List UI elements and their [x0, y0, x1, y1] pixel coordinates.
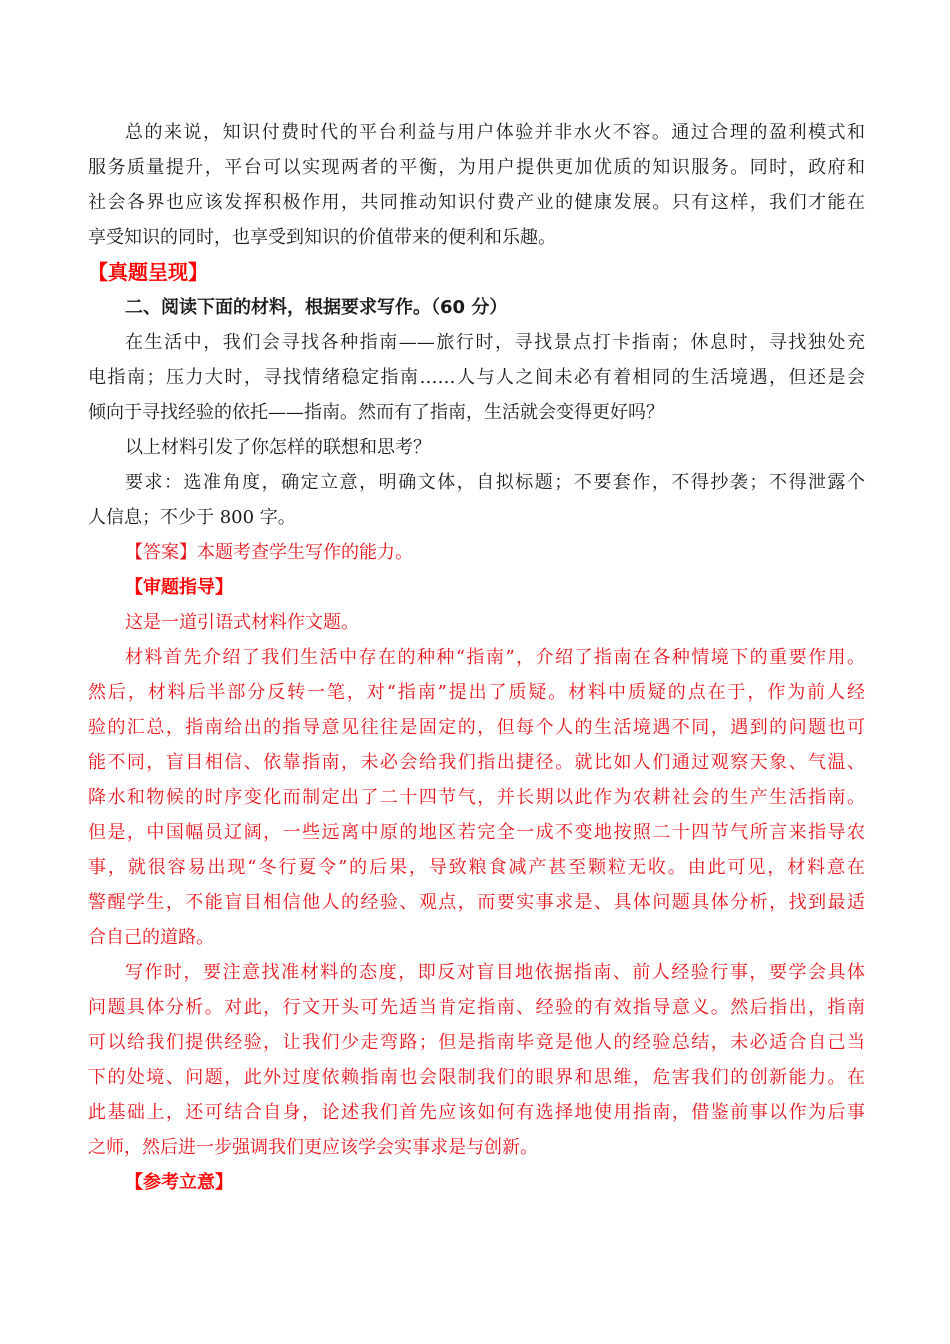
- text-line: 二、阅读下面的材料，根据要求写作。（60 分）: [125, 297, 508, 318]
- text-line: 服务质量提升，平台可以实现两者的平衡，为用户提供更加优质的知识服务。同时，政府和: [88, 157, 865, 178]
- paragraph: [88, 115, 865, 255]
- heading-text: 【审题指导】: [125, 577, 233, 598]
- paragraph: [88, 955, 865, 1165]
- paragraph: [88, 325, 865, 430]
- text-line: 下的处境、问题，此外过度依赖指南也会限制我们的眼界和思维，危害我们的创新能力。在: [88, 1067, 865, 1088]
- text-line: 之师，然后进一步强调我们更应该学会实事求是与创新。: [88, 1137, 538, 1158]
- text-line: 享受知识的同时，也享受到知识的价值带来的便利和乐趣。: [88, 227, 556, 248]
- document-page: [88, 115, 865, 1200]
- text-line: 写作时，要注意找准材料的态度，即反对盲目地依据指南、前人经验行事，要学会具体: [125, 962, 865, 983]
- text-line: 社会各界也应该发挥积极作用，共同推动知识付费产业的健康发展。只有这样，我们才能在: [88, 192, 865, 213]
- section-heading: [88, 255, 865, 290]
- text-line: 降水和物候的时序变化而制定出了二十四节气，并长期以此作为农耕社会的生产生活指南。: [88, 787, 865, 808]
- paragraph: [88, 640, 865, 955]
- text-line: 合自己的道路。: [88, 927, 214, 948]
- text-line: 以上材料引发了你怎样的联想和思考？: [125, 437, 431, 458]
- text-line: 【答案】本题考查学生写作的能力。: [125, 542, 413, 563]
- heading-text: 【真题呈现】: [88, 260, 208, 284]
- text-line: 但是，中国幅员辽阔，一些远离中原的地区若完全一成不变地按照二十四节气所言来指导农: [88, 822, 865, 843]
- paragraph: [88, 290, 865, 325]
- text-line: 总的来说，知识付费时代的平台利益与用户体验并非水火不容。通过合理的盈利模式和: [125, 122, 865, 143]
- text-line: 这是一道引语式材料作文题。: [125, 612, 359, 633]
- text-line: 事，就很容易出现“冬行夏令”的后果，导致粮食减产甚至颗粒无收。由此可见，材料意在: [88, 857, 865, 878]
- text-line: 可以给我们提供经验，让我们少走弯路；但是指南毕竟是他人的经验总结，未必适合自己当: [88, 1032, 865, 1053]
- text-line: 问题具体分析。对此，行文开头可先适当肯定指南、经验的有效指导意义。然后指出，指南: [88, 997, 865, 1018]
- text-line: 在生活中，我们会寻找各种指南——旅行时，寻找景点打卡指南；休息时，寻找独处充: [125, 332, 865, 353]
- paragraph: [88, 535, 865, 570]
- paragraph: [88, 465, 865, 535]
- text-line: 人信息；不少于 800 字。: [88, 507, 296, 528]
- text-line: 能不同，盲目相信、依靠指南，未必会给我们指出捷径。就比如人们通过观察天象、气温、: [88, 752, 865, 773]
- text-line: 要求：选准角度，确定立意，明确文体，自拟标题；不要套作，不得抄袭；不得泄露个: [125, 472, 865, 493]
- text-line: 验的汇总，指南给出的指导意见往往是固定的，但每个人的生活境遇不同，遇到的问题也可: [88, 717, 865, 738]
- section-heading: [88, 1165, 865, 1200]
- text-line: 然后，材料后半部分反转一笔，对“指南”提出了质疑。材料中质疑的点在于，作为前人经: [88, 682, 865, 703]
- section-heading: [88, 570, 865, 605]
- text-line: 警醒学生，不能盲目相信他人的经验、观点，而要实事求是、具体问题具体分析，找到最适: [88, 892, 865, 913]
- text-line: 电指南；压力大时，寻找情绪稳定指南……人与人之间未必有着相同的生活境遇，但还是会: [88, 367, 865, 388]
- text-line: 此基础上，还可结合自身，论述我们首先应该如何有选择地使用指南，借鉴前事以作为后事: [88, 1102, 865, 1123]
- text-line: 材料首先介绍了我们生活中存在的种种“指南”，介绍了指南在各种情境下的重要作用。: [125, 647, 865, 668]
- text-line: 倾向于寻找经验的依托——指南。然而有了指南，生活就会变得更好吗？: [88, 402, 664, 423]
- heading-text: 【参考立意】: [125, 1172, 233, 1193]
- paragraph: [88, 430, 865, 465]
- paragraph: [88, 605, 865, 640]
